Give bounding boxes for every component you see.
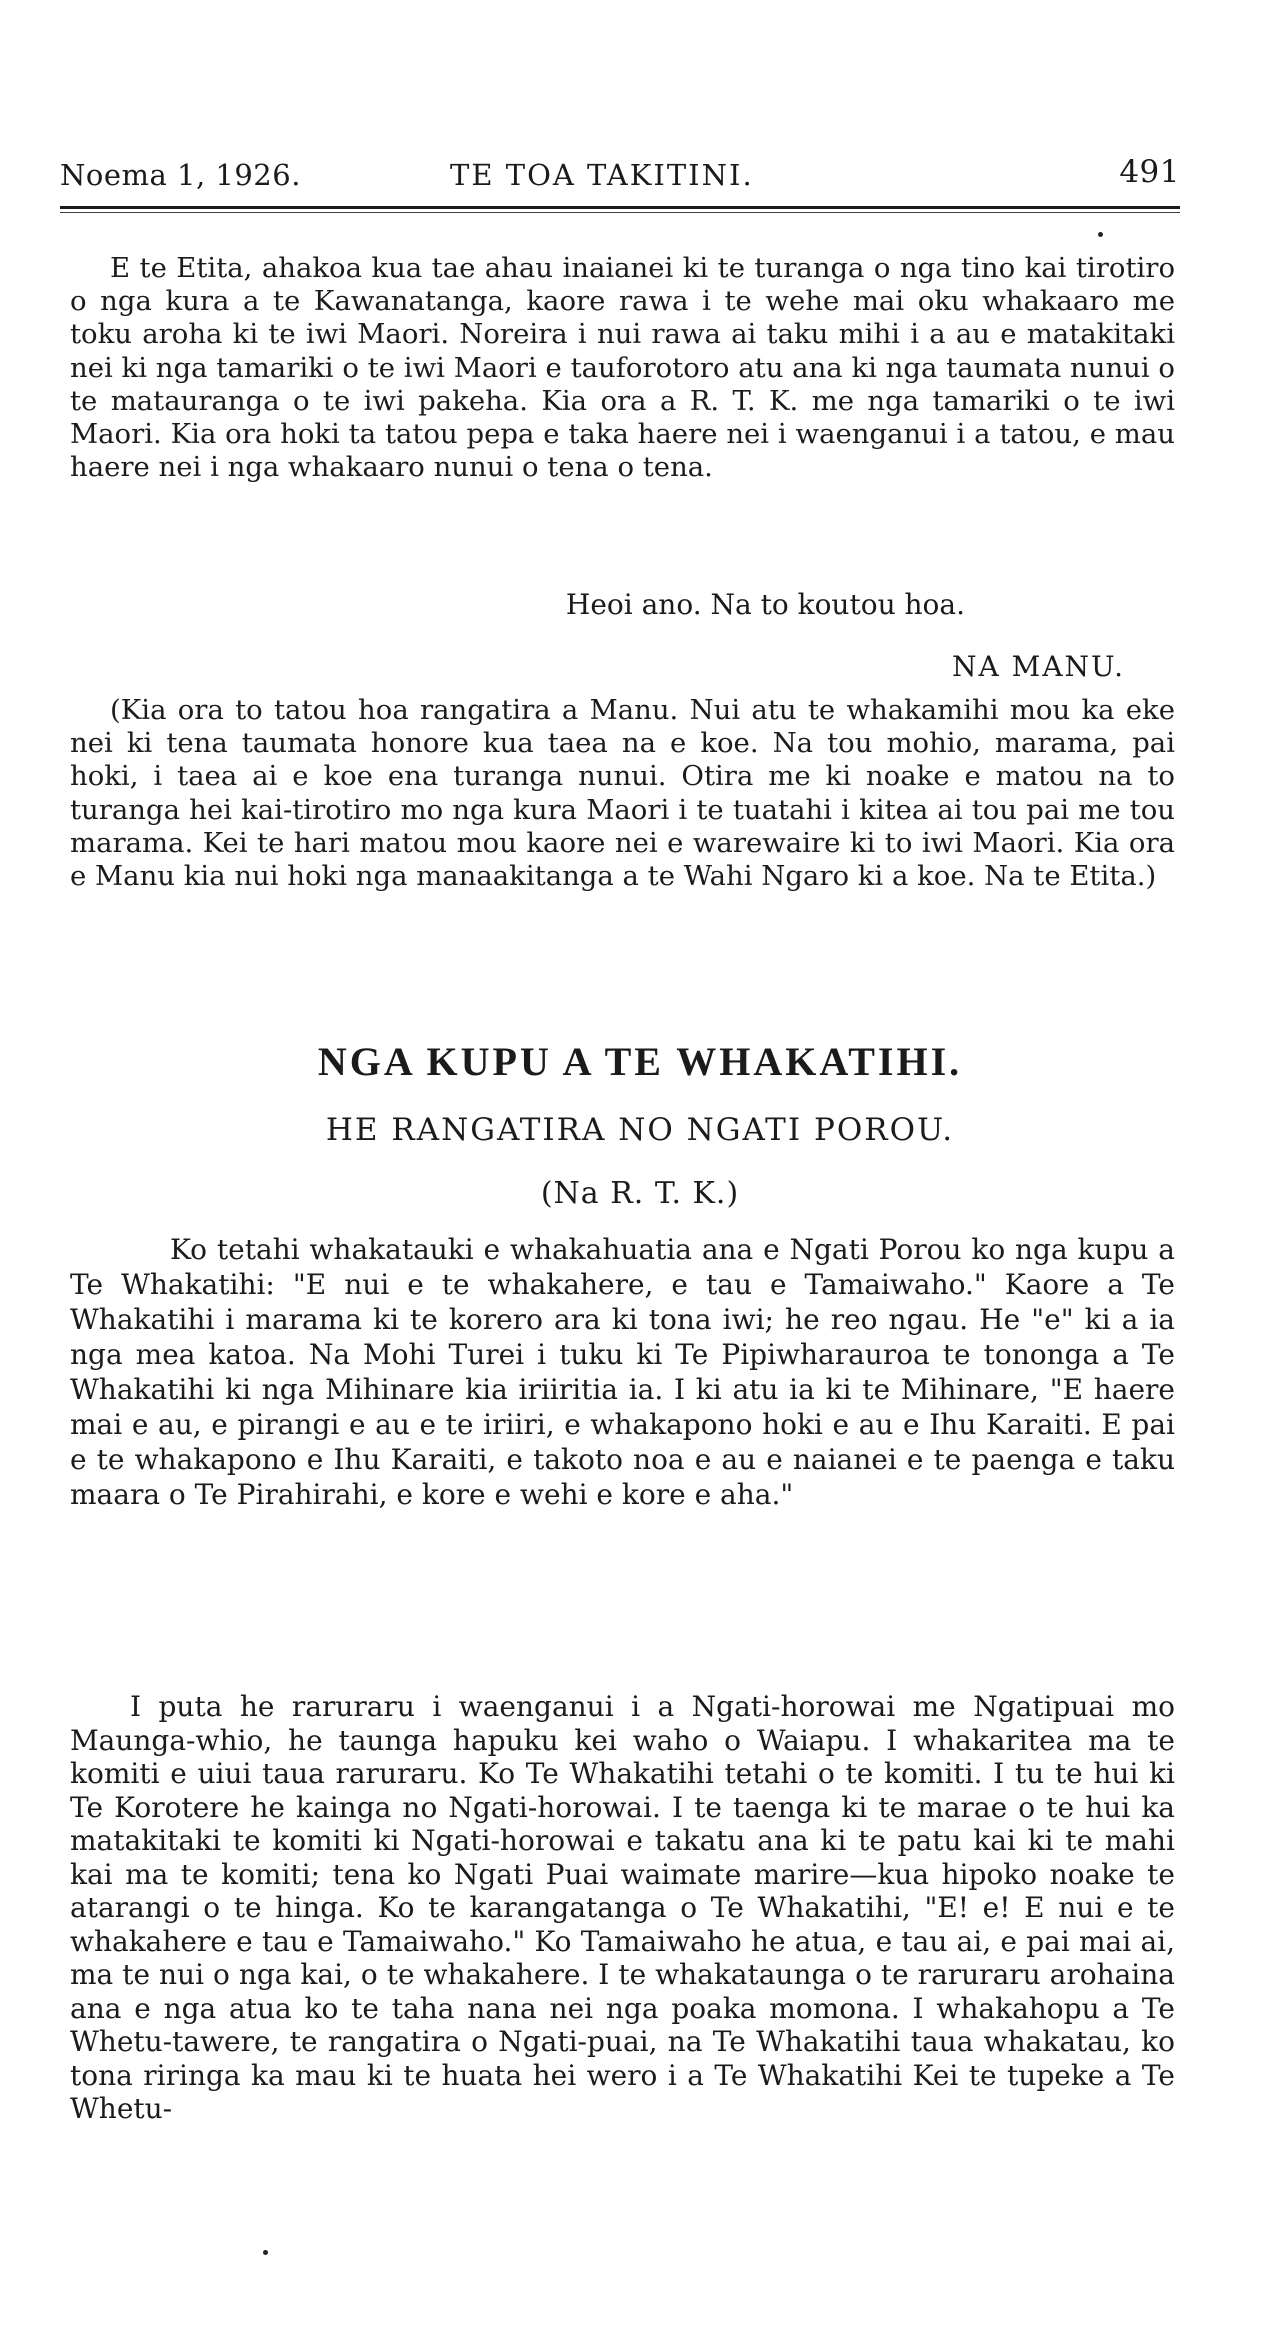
header-rule-thin (60, 212, 1180, 213)
letter-signature: NA MANU. (952, 650, 1125, 683)
letter-closing: Heoi ano. Na to koutou hoa. (565, 588, 965, 621)
ink-speck (263, 2250, 268, 2255)
header-rule (60, 206, 1180, 209)
article-paragraph: Ko tetahi whakatauki e whakahuatia ana e Ngati Porou ko nga kupu a Te Whakatihi: "E nui e te whakahere, e tau e Tamaiwaho." Kaore a Te Whakatihi i marama ki te korero ara ki tona iwi; he reo ngau. He "e" ki a ia nga mea katoa. Na Mohi Turei i tuku ki Te Pipiwharauroa te tononga a Te Whakatihi ki nga Mihinare kia iriiritia ia. I ki atu ia ki te Mihinare, "E haere mai e au, e pirangi e au e te iriiri, e whakapono hoki e au e Ihu Karaiti. E pai e te whakapono e Ihu Karaiti, e takoto noa e au e naianei e te paenga e taku maara o Te Pirahirahi, e kore e wehi e kore e aha." (70, 1233, 1175, 1511)
article-author: (Na R. T. K.) (540, 1176, 740, 1211)
article-paragraph: I puta he raruraru i waenganui i a Ngati-horowai me Ngatipuai mo Maunga-whio, he taunga hapuku kei waho o Waiapu. I whakaritea ma te komiti e uiui taua raruraru. Ko Te Whakatihi tetahi o te komiti. I tu te hui ki Te Korotere he kainga no Ngati-horowai. I te taenga ki te marae o te hui ka matakitaki te komiti ki Ngati-horowai e takatu ana ki te patu kai ki te mahi kai ma te komiti; tena ko Ngati Puai waimate marire—kua hipoko noake te atarangi o te hinga. Ko te karangatanga o Te Whakatihi, "E! e! E nui e te whakahere e tau e Tamaiwaho." Ko Tamaiwaho he atua, e tau ai, e pai mai ai, ma te nui o nga kai, o te whakahere. I te whakataunga o te raruraru arohaina ana e nga atua ko te taha nana nei nga poaka momona. I whakahopu a Te Whetu-tawere, te rangatira o Ngati-puai, na Te Whakatihi taua whakatau, ko tona riringa ka mau ki te huata hei wero i a Te Whakatihi Kei te tupeke a Te Whetu- (70, 1690, 1175, 2125)
editor-note: (Kia ora to tatou hoa rangatira a Manu. Nui atu te whakamihi mou ka eke nei ki tena taumata honore kua taea na e koe. Na tou mohio, marama, pai hoki, i taea ai e koe ena turanga nunui. Otira me ki noake e matou na to turanga hei kai-tirotiro mo nga kura Maori i te tuatahi i kitea ai tou pai me tou marama. Kei te hari matou mou kaore nei e warewaire ki to iwi Maori. Kia ora e Manu kia nui hoki nga manaakitanga a te Wahi Ngaro ki a koe. Na te Etita.) (70, 694, 1175, 893)
journal-title: TE TOA TAKITINI. (450, 158, 754, 192)
article-subtitle: HE RANGATIRA NO NGATI POROU. (325, 1112, 955, 1148)
page-number: 491 (1119, 154, 1180, 190)
article-title: NGA KUPU A TE WHAKATIHI. (317, 1039, 963, 1084)
letter-body: E te Etita, ahakoa kua tae ahau inaianei ki te turanga o nga tino kai tirotiro o nga kura a te Kawanatanga, kaore rawa i te wehe mai oku whakaaro me toku aroha ki te iwi Maori. Noreira i nui rawa ai taku mihi i a au e matakitaki nei ki nga tamariki o te iwi Maori e tauforotoro atu ana ki nga taumata nunui o te matauranga o te iwi pakeha. Kia ora a R. T. K. me nga tamariki o te iwi Maori. Kia ora hoki ta tatou pepa e taka haere nei i waenganui i a tatou, e mau haere nei i nga whakaaro nunui o tena o tena. (70, 252, 1175, 484)
running-header (60, 154, 1180, 198)
ink-speck (1098, 232, 1103, 237)
issue-date: Noema 1, 1926. (60, 158, 301, 192)
